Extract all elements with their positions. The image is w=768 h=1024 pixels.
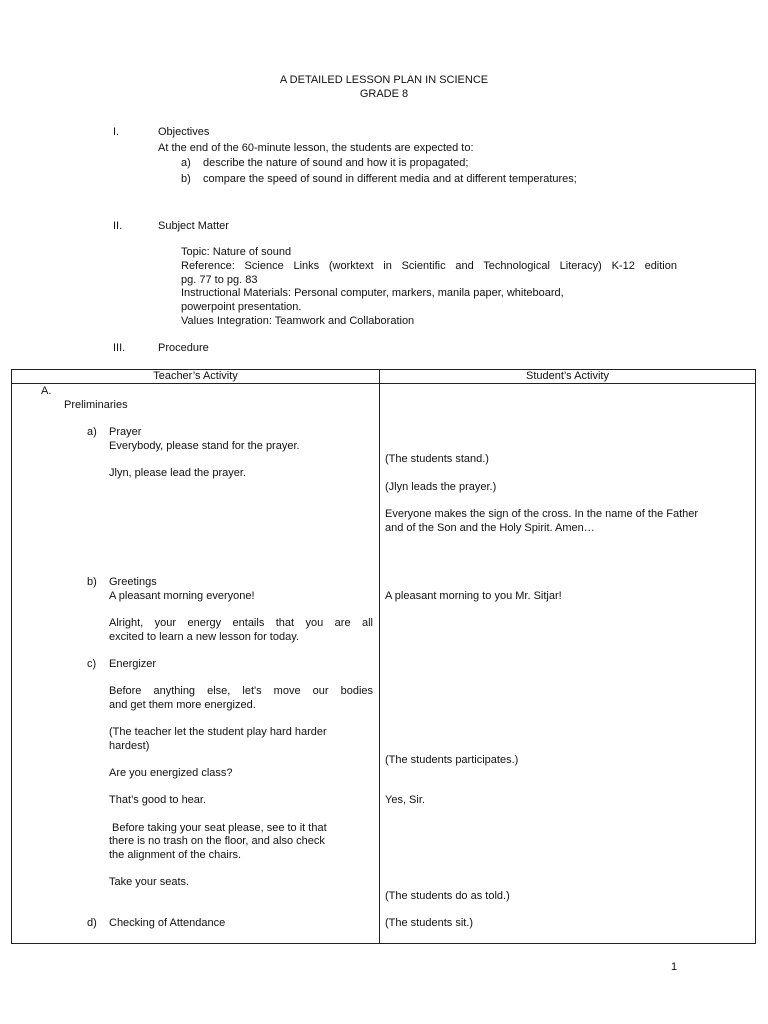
values-line: Values Integration: Teamwork and Collaboration <box>181 315 415 327</box>
teacher-line: That’s good to hear. <box>109 794 207 806</box>
student-line: A pleasant morning to you Mr. Sitjar! <box>385 590 562 602</box>
objectives-intro: At the end of the 60-minute lesson, the students are expected to: <box>158 142 474 154</box>
student-line: (Jlyn leads the prayer.) <box>385 481 497 493</box>
teacher-line: Before taking your seat please, see to it that <box>112 822 327 834</box>
student-line: Yes, Sir. <box>385 794 425 806</box>
student-line: Everyone makes the sign of the cross. In the name of the Father <box>385 508 699 520</box>
reference-pages: pg. 77 to pg. 83 <box>181 274 258 286</box>
student-line: (The students do as told.) <box>385 890 510 902</box>
energizer-marker: c) <box>87 658 97 670</box>
teacher-line: Before anything else, let's move our bodies <box>109 685 373 697</box>
teacher-line: there is no trash on the floor, and also check <box>109 835 325 847</box>
objective-marker-b: b) <box>181 173 191 185</box>
teacher-line: Jlyn, please lead the prayer. <box>109 467 246 479</box>
prayer-marker: a) <box>87 426 97 438</box>
col-header-student: Student’s Activity <box>380 370 756 384</box>
col-header-teacher: Teacher’s Activity <box>12 370 380 384</box>
teacher-line: Take your seats. <box>109 876 190 888</box>
teacher-line: hardest) <box>109 740 150 752</box>
section-title: Preliminaries <box>64 399 128 411</box>
teacher-line: (The teacher let the student play hard harder <box>109 726 327 738</box>
objective-item-a: describe the nature of sound and how it is propagated; <box>203 157 469 169</box>
procedure-numeral: III. <box>113 342 126 354</box>
document-title: A DETAILED LESSON PLAN IN SCIENCE <box>279 74 489 86</box>
objectives-heading: Objectives <box>158 126 210 138</box>
student-line: (The students sit.) <box>385 917 474 929</box>
objectives-numeral: I. <box>113 126 120 138</box>
materials-line: Instructional Materials: Personal computer, markers, manila paper, whiteboard, <box>181 287 564 299</box>
procedure-table <box>11 369 756 944</box>
subject-matter-numeral: II. <box>113 220 123 232</box>
teacher-activity-cell <box>12 384 380 944</box>
teacher-line: and get them more energized. <box>109 699 256 711</box>
materials-line-cont: powerpoint presentation. <box>181 301 302 313</box>
procedure-heading: Procedure <box>158 342 209 354</box>
teacher-line: the alignment of the chairs. <box>109 849 242 861</box>
energizer-title: Energizer <box>109 658 157 670</box>
teacher-line: Alright, your energy entails that you are all <box>109 617 373 629</box>
student-line: (The students participates.) <box>385 754 519 766</box>
student-line: (The students stand.) <box>385 453 489 465</box>
topic-line: Topic: Nature of sound <box>181 246 292 258</box>
greetings-marker: b) <box>87 576 97 588</box>
grade-label: GRADE 8 <box>359 88 409 100</box>
objective-item-b: compare the speed of sound in different media and at different temperatures; <box>203 173 577 185</box>
reference-line: Reference: Science Links (worktext in Scientific and Technological Literacy) K-12 edition <box>181 260 677 272</box>
subject-matter-heading: Subject Matter <box>158 220 229 232</box>
attendance-marker: d) <box>87 917 97 929</box>
student-line: and of the Son and the Holy Spirit. Amen… <box>385 522 595 534</box>
teacher-line: A pleasant morning everyone! <box>109 590 255 602</box>
student-activity-cell <box>380 384 756 944</box>
greetings-title: Greetings <box>109 576 157 588</box>
page-number: 1 <box>671 961 678 973</box>
teacher-line: excited to learn a new lesson for today. <box>109 631 299 643</box>
attendance-title: Checking of Attendance <box>109 917 226 929</box>
prayer-title: Prayer <box>109 426 142 438</box>
objective-marker-a: a) <box>181 157 191 169</box>
section-marker: A. <box>41 385 52 397</box>
teacher-line: Everybody, please stand for the prayer. <box>109 440 300 452</box>
teacher-line: Are you energized class? <box>109 767 233 779</box>
